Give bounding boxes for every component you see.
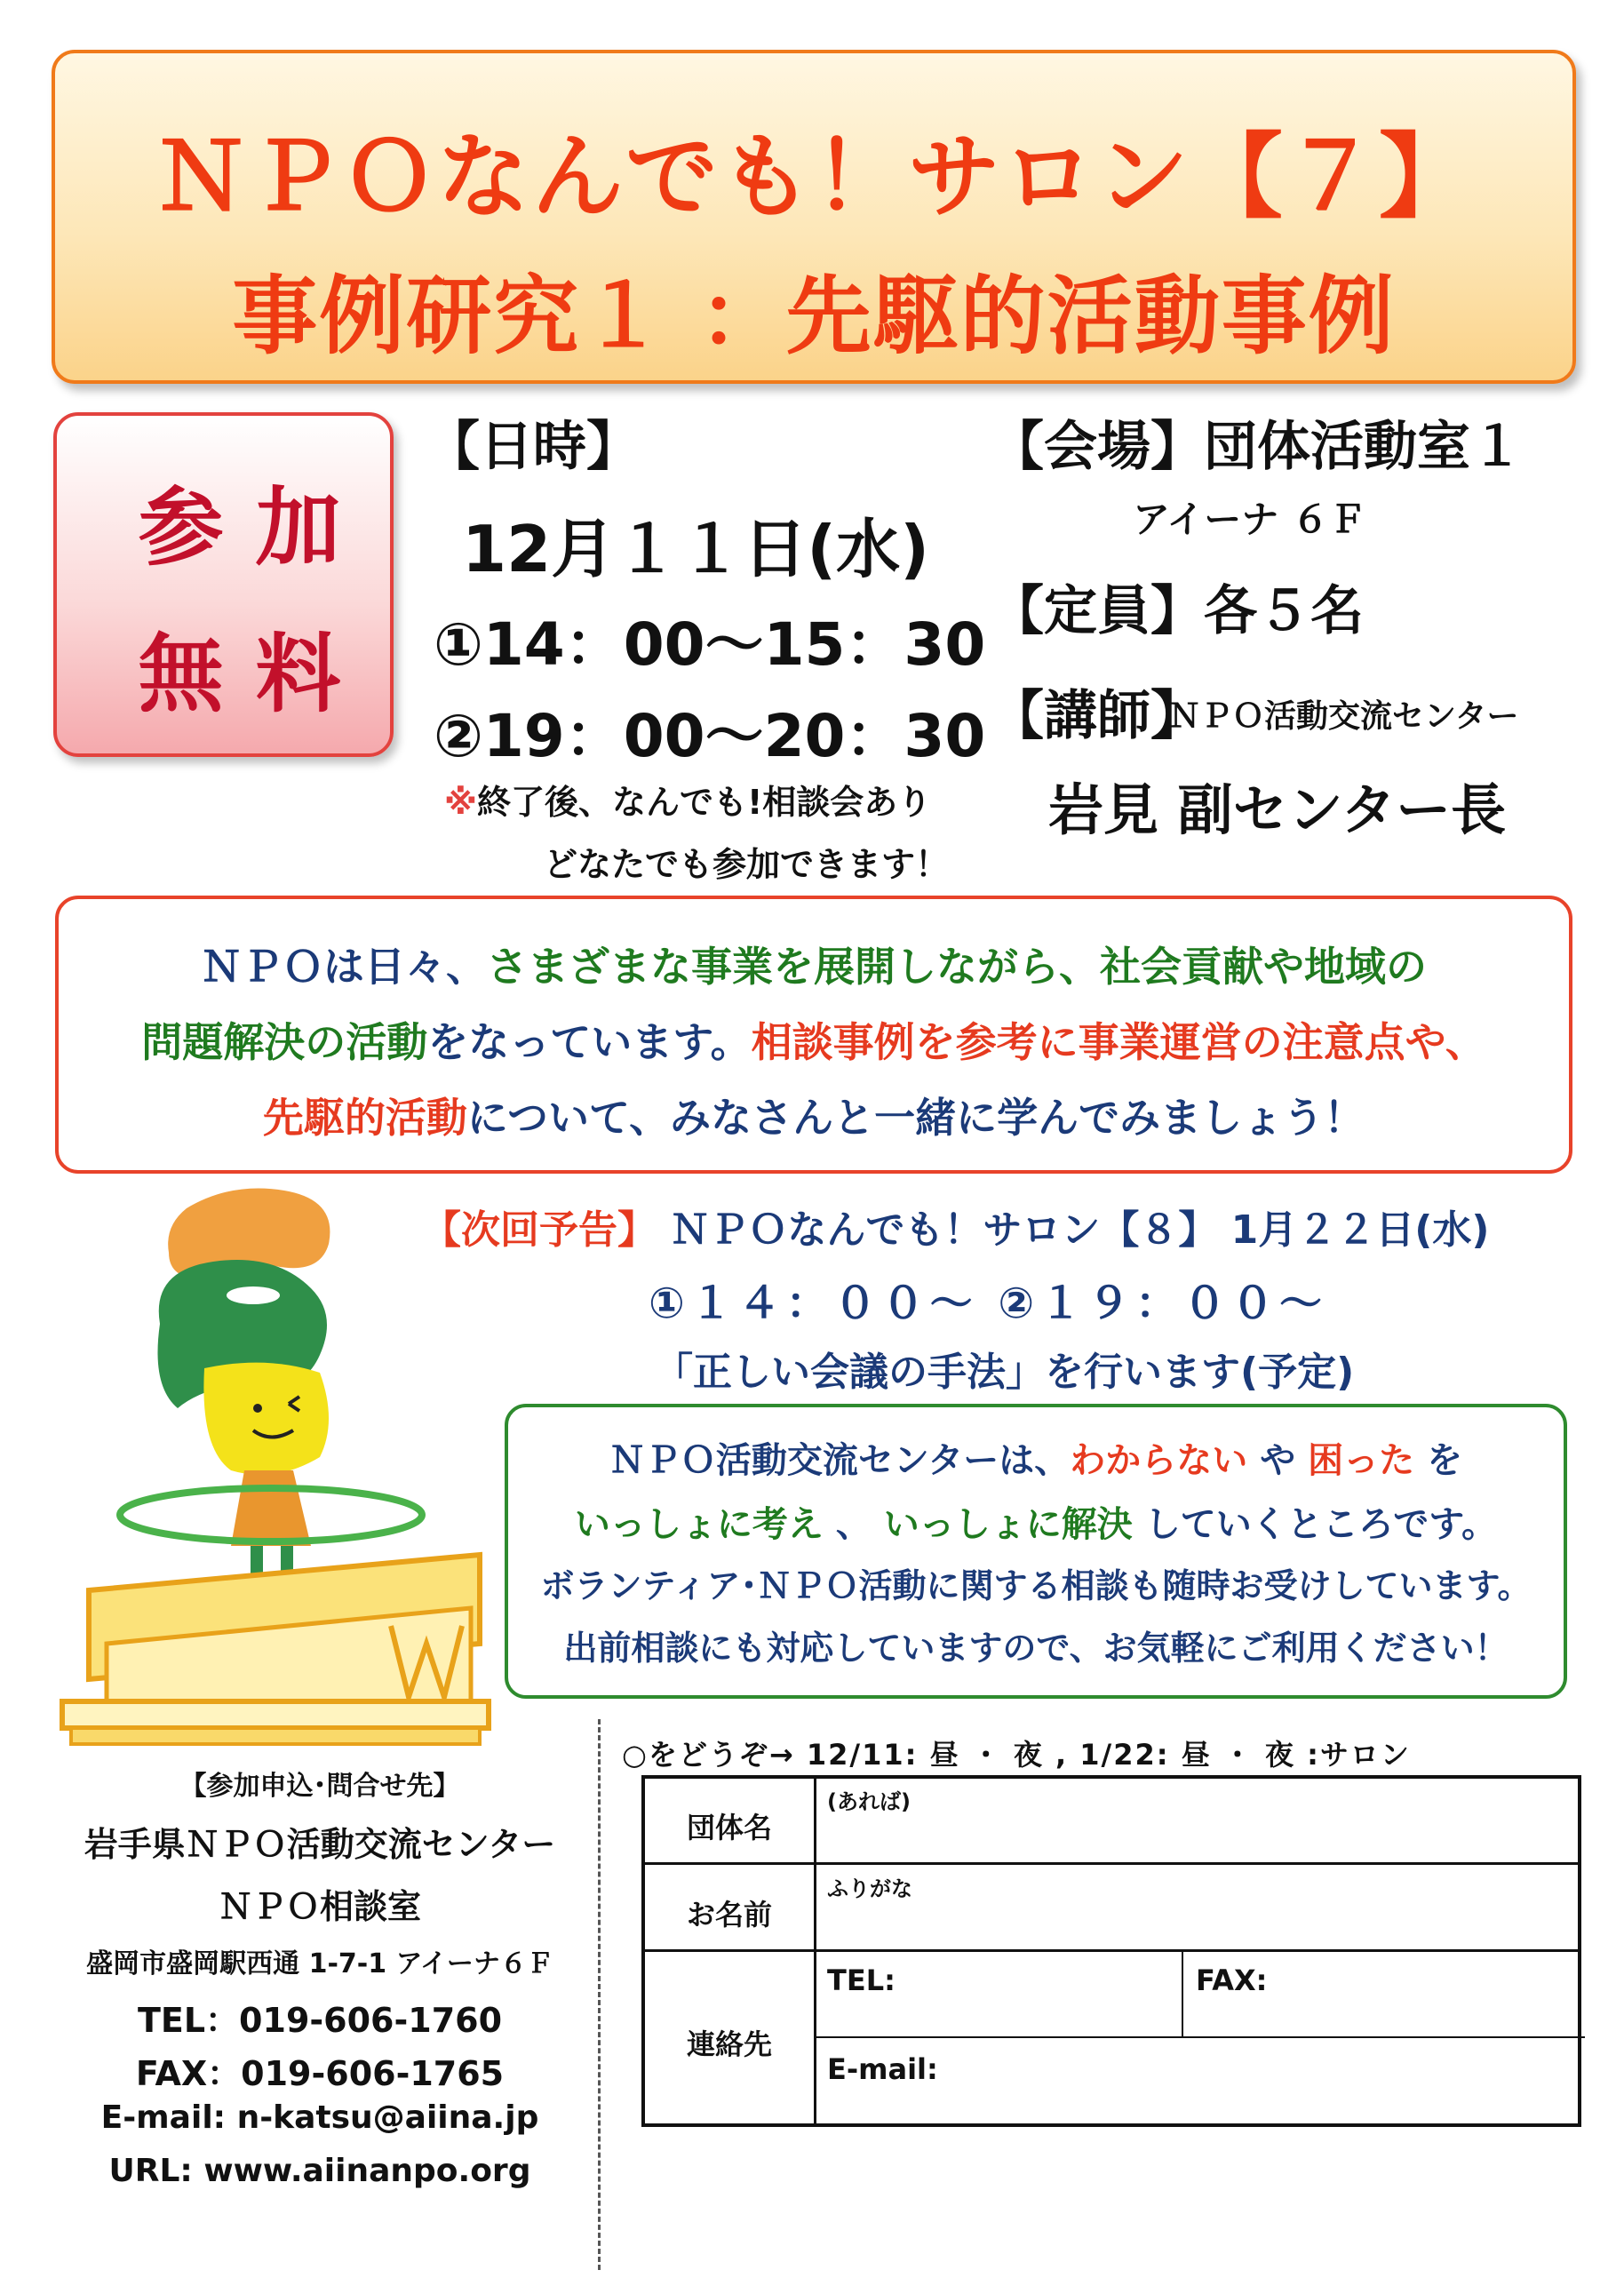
venue-floor: アイーナ ６Ｆ [1133,498,1366,541]
fax-field[interactable]: FAX: [1196,1963,1268,1997]
contact-url[interactable]: URL: www.aiinanpo.org [108,2153,531,2189]
desc-text: さまざまな事業を展開しながら、社会貢献や地域の [487,943,1427,991]
center-text: や [1247,1440,1309,1481]
event-title: ＮＰＯなんでも！サロン【７】 [154,123,1473,231]
lecturer-organization: ＮＰＯ活動交流センター [1168,698,1519,735]
mascot-illustration [53,1182,498,1750]
form-divider [645,1949,1578,1952]
description-line-3 [59,1086,1569,1144]
form-divider [814,2036,1585,2038]
desc-text: 先駆的活動 [262,1094,467,1142]
email-field[interactable]: E-mail: [827,2052,938,2086]
contact-tel: TEL：019-606-1760 [137,2001,503,2040]
name-label: お名前 [686,1898,772,1932]
next-event-topic: 「正しい会議の手法」を行います(予定) [654,1350,1355,1395]
contact-info-label: 連絡先 [686,2027,772,2061]
name-field[interactable] [823,1898,1569,1942]
desc-text: 相談事例を参考に事業運営の注意点や、 [751,1018,1486,1066]
center-info-box [505,1404,1567,1699]
contact-fax: FAX：019-606-1765 [135,2054,505,2093]
application-form [641,1775,1581,2127]
description-line-2 [59,1010,1569,1069]
contact-organization: 岩手県ＮＰＯ活動交流センター [84,1825,556,1864]
center-info-line-4: 出前相談にも対応していますので、お気軽にご利用ください！ [563,1629,1509,1668]
center-info-line-2 [508,1496,1564,1547]
badge-line-1: 参加 [138,478,373,577]
cut-line [598,1719,601,2270]
event-subtitle: 事例研究１ ：先駆的活動事例 [232,267,1396,366]
description-box [55,896,1572,1174]
venue: 【会場】団体活動室１ [991,416,1524,478]
next-event-label: 【次回予告】 [422,1207,657,1253]
session-choice-prompt[interactable]: ○をどうぞ→ 12/11: 昼 ・ 夜 , 1/22: 昼 ・ 夜 :サロン [622,1738,1411,1772]
form-divider [645,1862,1578,1865]
event-date: 12月１１日(水) [462,512,930,586]
lecturer-name: 岩見 副センター長 [1048,777,1507,842]
group-name-field[interactable] [823,1811,1569,1855]
desc-text: 問題解決の活動 [141,1018,428,1066]
next-event-text: ＮＰＯなんでも！サロン【８】 1月２２日(水) [657,1207,1490,1253]
center-text: を [1414,1440,1463,1481]
session-time-1: ①14：00～15：30 [434,610,986,679]
center-text: 、 [823,1504,884,1545]
center-text: わからない [1070,1440,1248,1481]
group-name-note: (あれば) [827,1789,911,1814]
desc-text: をなっています。 [427,1018,752,1066]
center-text: 困った [1308,1440,1415,1481]
tel-field[interactable]: TEL: [827,1963,896,1997]
open-to-all-note: どなたでも参加できます！ [544,845,950,884]
title-banner [52,50,1576,384]
next-event-times: ①１４：００～ ②１９：００～ [649,1278,1327,1328]
desc-text: について、みなさんと一緒に学んでみましょう！ [466,1094,1365,1142]
contact-address: 盛岡市盛岡駅西通 1-7-1 アイーナ６Ｆ [86,1948,553,1979]
center-text: いっしょに解決 [883,1504,1133,1545]
free-admission-badge [53,412,394,757]
badge-line-2: 無料 [138,625,373,724]
note-mark: ※ [444,783,477,822]
desc-text: ＮＰＯは日々、 [201,943,487,991]
after-session-note [444,775,931,824]
center-info-line-1 [508,1432,1564,1483]
session-time-2: ②19：00～20：30 [434,702,986,770]
contact-heading: 【参加申込･問合せ先】 [179,1771,460,1802]
description-line-1 [59,935,1569,993]
center-text: していくところです。 [1132,1504,1498,1545]
form-divider [1182,1949,1183,2038]
contact-department: ＮＰＯ相談室 [218,1887,421,1926]
next-event-notice [422,1198,1489,1255]
lecturer-label: 【講師】 [991,685,1204,747]
center-text: ＮＰＯ活動交流センターは、 [609,1440,1071,1481]
note-text: 終了後、なんでも!相談会あり [476,783,932,822]
furigana-note: ふりがな [827,1876,912,1901]
center-info-line-3: ボランティア･ＮＰＯ活動に関する相談も随時お受けしています。 [540,1566,1532,1605]
group-name-label: 団体名 [686,1811,772,1844]
capacity: 【定員】各５名 [991,580,1364,642]
contact-email: E-mail: n-katsu@aiina.jp [100,2099,539,2136]
center-text: いっしょに考え [574,1504,824,1545]
date-label: 【日時】 [426,416,640,478]
